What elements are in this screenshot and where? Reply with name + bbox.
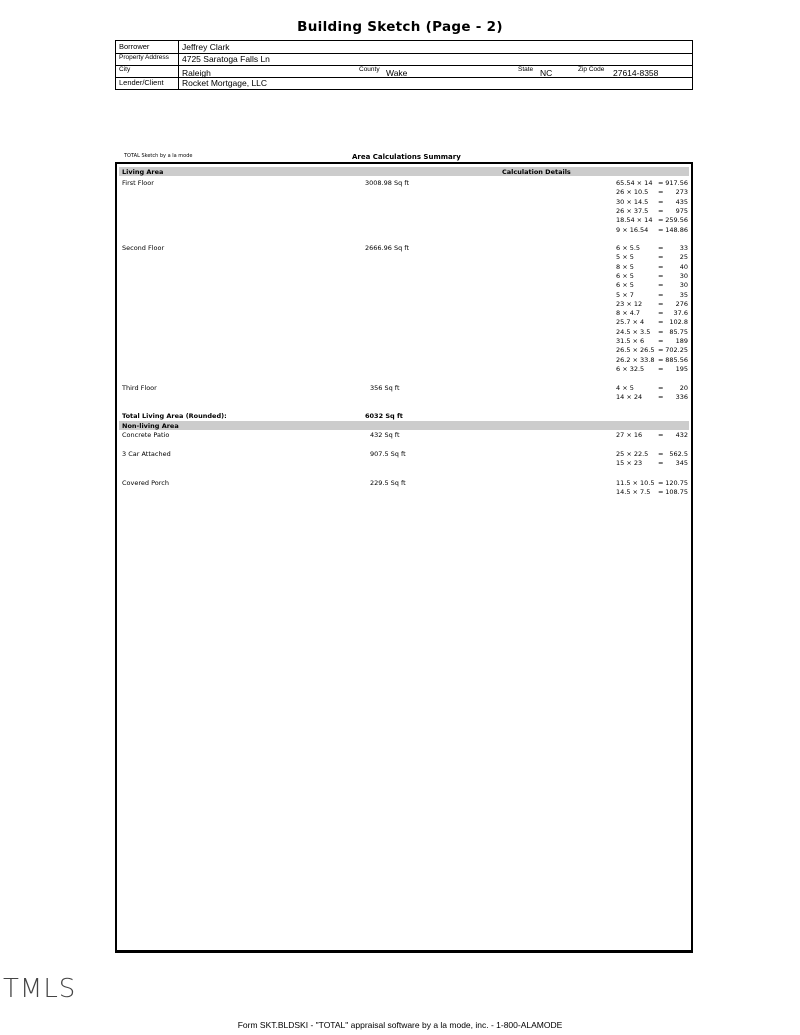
calc-expression: 26 × 37.5 bbox=[616, 206, 649, 215]
third-floor-label: Third Floor bbox=[122, 384, 157, 392]
calc-equals: = bbox=[658, 244, 664, 252]
page-title: Building Sketch (Page - 2) bbox=[297, 19, 503, 35]
form-footer: Form SKT.BLDSKI - "TOTAL" appraisal software by a la mode, inc. - 1-800-ALAMODE bbox=[237, 1020, 563, 1030]
calc-equals: = bbox=[658, 450, 664, 458]
calc-expression: 26.5 × 26.5 bbox=[616, 346, 655, 355]
calc-expression: 15 × 23 bbox=[616, 459, 643, 468]
calc-result: 25 bbox=[679, 253, 688, 262]
calc-equals: = bbox=[658, 253, 664, 262]
calc-equals: = bbox=[658, 488, 664, 497]
calc-result: 885.56 bbox=[665, 355, 688, 364]
calc-result: 917.56 bbox=[665, 179, 688, 187]
non-living-area-header: Non-living Area bbox=[122, 422, 179, 430]
total-living-area-value: 6032 Sq ft bbox=[365, 412, 403, 420]
calc-equals: = bbox=[658, 225, 664, 234]
calc-equals: = bbox=[658, 346, 664, 355]
calc-expression: 6 × 5 bbox=[616, 281, 634, 290]
calc-equals: = bbox=[658, 327, 664, 336]
area-calculations-box bbox=[115, 162, 693, 953]
city-label: City bbox=[119, 66, 131, 73]
calc-expression: 11.5 × 10.5 bbox=[616, 479, 655, 487]
calc-expression: 9 × 16.54 bbox=[616, 225, 649, 234]
non-living-header-band bbox=[119, 421, 689, 430]
calc-result: 30 bbox=[679, 271, 688, 280]
calc-expression: 65.54 × 14 bbox=[616, 179, 653, 187]
sketch-software-label: TOTAL Sketch by a la mode bbox=[124, 153, 193, 159]
zip-label: Zip Code bbox=[578, 66, 605, 73]
property-address-label: Property Address bbox=[119, 54, 169, 61]
calc-expression: 26 × 10.5 bbox=[616, 188, 649, 197]
state-value: NC bbox=[540, 68, 553, 78]
borrower-value: Jeffrey Clark bbox=[182, 42, 230, 52]
calc-result: 37.6 bbox=[673, 309, 688, 318]
calc-equals: = bbox=[658, 337, 664, 345]
lender-value: Rocket Mortgage, LLC bbox=[182, 78, 268, 88]
calc-result: 189 bbox=[675, 337, 688, 345]
covered-porch-area: 229.5 Sq ft bbox=[370, 479, 406, 487]
property-address-value: 4725 Saratoga Falls Ln bbox=[182, 54, 270, 64]
calc-equals: = bbox=[658, 431, 664, 439]
calc-result: 259.56 bbox=[665, 216, 688, 225]
calc-expression: 31.5 × 6 bbox=[616, 337, 645, 345]
second-floor-label: Second Floor bbox=[122, 244, 165, 252]
garage-label: 3 Car Attached bbox=[122, 450, 171, 458]
calc-expression: 8 × 4.7 bbox=[616, 309, 641, 318]
calc-result: 432 bbox=[675, 431, 688, 439]
calc-expression: 4 × 5 bbox=[616, 384, 634, 392]
calc-expression: 24.5 × 3.5 bbox=[616, 327, 651, 336]
calc-result: 276 bbox=[675, 299, 688, 308]
calc-expression: 6 × 5 bbox=[616, 271, 634, 280]
calc-result: 562.5 bbox=[669, 450, 688, 458]
calc-equals: = bbox=[658, 393, 664, 402]
calc-expression: 25 × 22.5 bbox=[616, 450, 649, 458]
garage-area: 907.5 Sq ft bbox=[370, 450, 406, 458]
calc-result: 273 bbox=[675, 188, 688, 197]
calc-result: 975 bbox=[675, 206, 688, 215]
summary-title: Area Calculations Summary bbox=[352, 153, 461, 161]
property-header-table bbox=[115, 40, 693, 90]
calc-equals: = bbox=[658, 459, 664, 468]
lender-row bbox=[116, 77, 692, 89]
tmls-watermark: TMLS bbox=[3, 974, 77, 1004]
calc-equals: = bbox=[658, 309, 664, 318]
calc-expression: 14.5 × 7.5 bbox=[616, 488, 651, 497]
borrower-label: Borrower bbox=[119, 42, 150, 51]
calc-expression: 6 × 32.5 bbox=[616, 364, 645, 373]
calc-expression: 14 × 24 bbox=[616, 393, 643, 402]
calc-result: 702.25 bbox=[665, 346, 688, 355]
calc-expression: 26.2 × 33.8 bbox=[616, 355, 655, 364]
calc-equals: = bbox=[658, 290, 664, 299]
calc-equals: = bbox=[658, 384, 664, 392]
calc-result: 35 bbox=[679, 290, 688, 299]
calc-equals: = bbox=[658, 179, 664, 187]
calc-result: 148.86 bbox=[665, 225, 688, 234]
living-area-header-band bbox=[119, 167, 689, 176]
calc-result: 345 bbox=[675, 459, 688, 468]
calc-result: 85.75 bbox=[669, 327, 688, 336]
calc-equals: = bbox=[658, 318, 664, 327]
calc-result: 120.75 bbox=[665, 479, 688, 487]
state-label: State bbox=[518, 66, 534, 73]
total-living-area-label: Total Living Area (Rounded): bbox=[122, 412, 227, 420]
calc-expression: 18.54 × 14 bbox=[616, 216, 653, 225]
calc-expression: 27 × 16 bbox=[616, 431, 643, 439]
calc-equals: = bbox=[658, 479, 664, 487]
calc-equals: = bbox=[658, 281, 664, 290]
calc-result: 102.8 bbox=[669, 318, 688, 327]
lender-label: Lender/Client bbox=[119, 78, 164, 87]
calc-result: 20 bbox=[679, 384, 688, 392]
calc-equals: = bbox=[658, 197, 664, 206]
calc-expression: 25.7 × 4 bbox=[616, 318, 645, 327]
calc-result: 336 bbox=[675, 393, 688, 402]
calc-result: 195 bbox=[675, 364, 688, 373]
calculation-details-header: Calculation Details bbox=[502, 168, 571, 176]
covered-porch-label: Covered Porch bbox=[122, 479, 169, 487]
first-floor-label: First Floor bbox=[122, 179, 154, 187]
city-value: Raleigh bbox=[182, 68, 211, 78]
calc-equals: = bbox=[658, 216, 664, 225]
calc-equals: = bbox=[658, 206, 664, 215]
calc-equals: = bbox=[658, 262, 664, 271]
county-label: County bbox=[359, 66, 380, 73]
zip-value: 27614-8358 bbox=[613, 68, 659, 78]
second-floor-area: 2666.96 Sq ft bbox=[365, 244, 409, 252]
third-floor-area: 356 Sq ft bbox=[370, 384, 400, 392]
calc-result: 33 bbox=[679, 244, 688, 252]
calc-expression: 6 × 5.5 bbox=[616, 244, 641, 252]
concrete-patio-area: 432 Sq ft bbox=[370, 431, 400, 439]
calc-expression: 5 × 5 bbox=[616, 253, 634, 262]
county-value: Wake bbox=[386, 68, 408, 78]
calc-result: 40 bbox=[679, 262, 688, 271]
calc-result: 435 bbox=[675, 197, 688, 206]
calc-equals: = bbox=[658, 188, 664, 197]
header-divider bbox=[178, 41, 179, 89]
calc-expression: 30 × 14.5 bbox=[616, 197, 649, 206]
calc-expression: 5 × 7 bbox=[616, 290, 634, 299]
living-area-header: Living Area bbox=[122, 168, 164, 176]
calc-equals: = bbox=[658, 355, 664, 364]
calc-result: 108.75 bbox=[665, 488, 688, 497]
calc-expression: 23 × 12 bbox=[616, 299, 643, 308]
calc-expression: 8 × 5 bbox=[616, 262, 634, 271]
concrete-patio-label: Concrete Patio bbox=[122, 431, 170, 439]
first-floor-area: 3008.98 Sq ft bbox=[365, 179, 409, 187]
calc-equals: = bbox=[658, 299, 664, 308]
calc-equals: = bbox=[658, 364, 664, 373]
calc-result: 30 bbox=[679, 281, 688, 290]
calc-equals: = bbox=[658, 271, 664, 280]
